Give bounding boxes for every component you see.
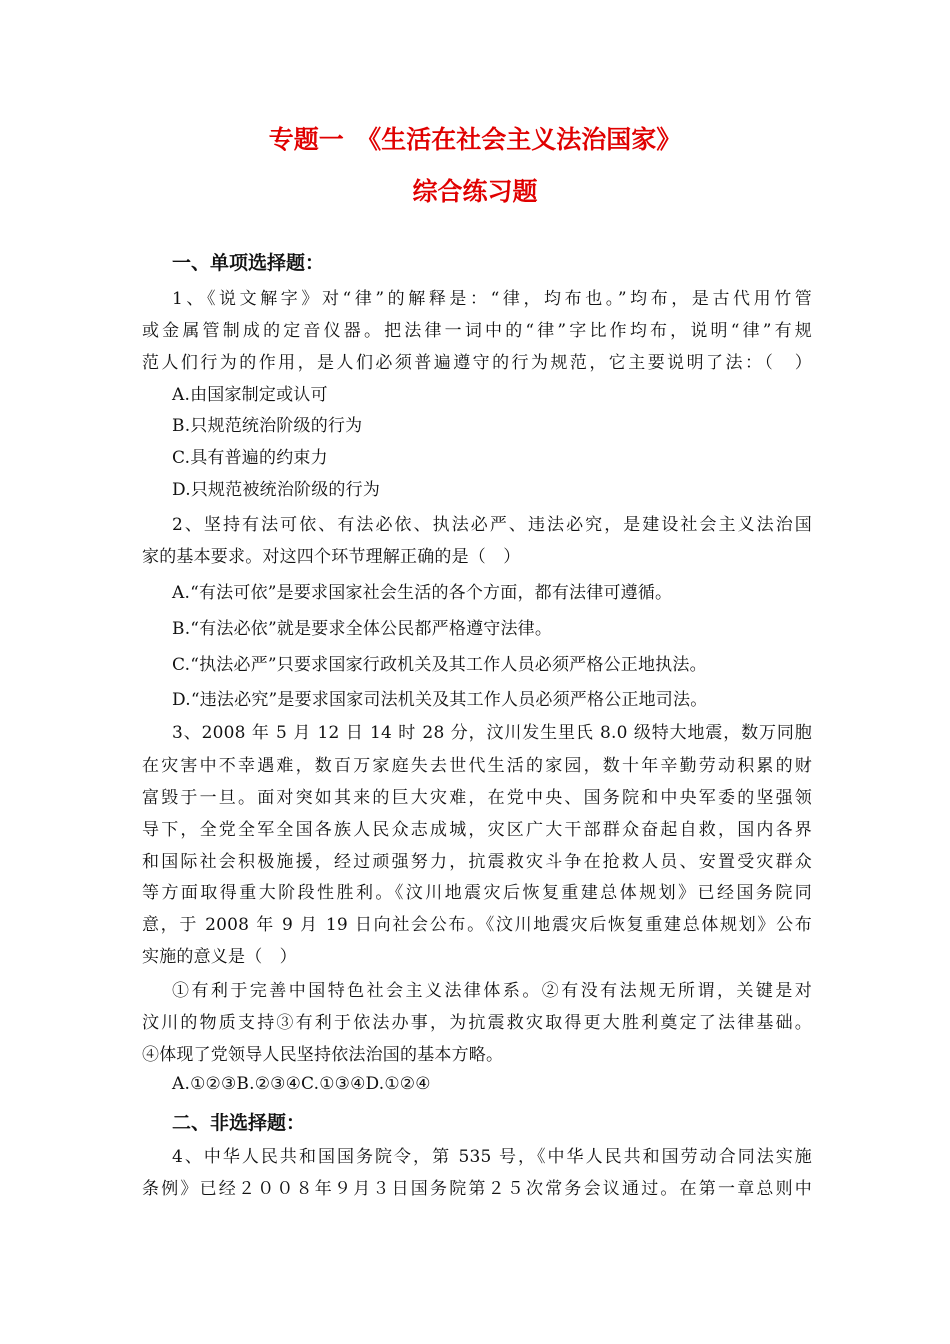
question-1-option-c: C.具有普遍的约束力 [172, 448, 328, 468]
question-1-option-b: B.只规范统治阶级的行为 [172, 416, 363, 436]
question-2-option-d: D.“违法必究”是要求国家司法机关及其工作人员必须严格公正地司法。 [172, 690, 708, 710]
question-3-line-5: 和国际社会积极施援，经过顽强努力，抗震救灾斗争在抢救人员、安置受灾群众 [142, 852, 812, 872]
question-2-line-2: 家的基本要求。对这四个环节理解正确的是（ ） [142, 547, 521, 567]
question-3-line-6: 等方面取得重大阶段性胜利。《汶川地震灾后恢复重建总体规划》已经国务院同 [142, 883, 812, 903]
question-1-option-a: A.由国家制定或认可 [172, 385, 328, 405]
question-3-line-8: 实施的意义是（ ） [142, 947, 297, 967]
question-2-option-b: B.“有法必依”就是要求全体公民都严格遵守法律。 [172, 619, 553, 639]
question-3-line-1: 3、2008 年 5 月 12 日 14 时 28 分，汶川发生里氏 8.0 级特大地震，数万同胞 [172, 723, 812, 743]
question-3-options: A.①②③B.②③④C.①③④D.①②④ [172, 1074, 431, 1094]
section-heading-non-choice: 二、非选择题： [172, 1112, 306, 1134]
question-3-statement-line-2: 汶川的物质支持③有利于依法办事，为抗震救灾取得更大胜利奠定了法律基础。 [142, 1013, 812, 1033]
section-heading-single-choice: 一、单项选择题： [172, 252, 325, 274]
question-3-line-3: 富毁于一旦。面对突如其来的巨大灾难，在党中央、国务院和中央军委的坚强领 [142, 788, 812, 808]
question-3-line-4: 导下，全党全军全国各族人民众志成城，灾区广大干部群众奋起自救，国内各界 [142, 820, 812, 840]
question-1-line-2: 或金属管制成的定音仪器。把法律一词中的“律”字比作均布，说明“律”有规 [142, 321, 812, 341]
question-1-line-1: 1、《说文解字》对“律”的解释是：“律，均布也。”均布，是古代用竹管 [172, 289, 812, 309]
question-3-line-7: 意，于 2008 年 9 月 19 日向社会公布。《汶川地震灾后恢复重建总体规划》公布 [142, 915, 812, 935]
question-3-line-2: 在灾害中不幸遇难，数百万家庭失去世代生活的家园，数十年辛勤劳动积累的财 [142, 756, 812, 776]
question-2-line-1: 2、坚持有法可依、有法必依、执法必严、违法必究，是建设社会主义法治国 [172, 515, 812, 535]
document-subtitle: 综合练习题 [412, 177, 538, 206]
question-3-statement-line-1: ①有利于完善中国特色社会主义法律体系。②有没有法规无所谓，关键是对 [172, 981, 812, 1001]
question-2-option-a: A.“有法可依”是要求国家社会生活的各个方面，都有法律可遵循。 [172, 583, 673, 603]
question-2-option-c: C.“执法必严”只要求国家行政机关及其工作人员必须严格公正地执法。 [172, 655, 707, 675]
document-title: 专题一 《生活在社会主义法治国家》 [268, 125, 682, 154]
question-1-line-3: 范人们行为的作用，是人们必须普遍遵守的行为规范，它主要说明了法：（ ） [142, 353, 812, 373]
question-1-option-d: D.只规范被统治阶级的行为 [172, 480, 381, 500]
question-3-statement-line-3: ④体现了党领导人民坚持依法治国的基本方略。 [142, 1045, 504, 1065]
question-4-line-2: 条例》已经２００８年９月３日国务院第２５次常务会议通过。在第一章总则中 [142, 1179, 812, 1199]
question-4-line-1: 4、中华人民共和国国务院令，第 535 号，《中华人民共和国劳动合同法实施 [172, 1147, 812, 1167]
